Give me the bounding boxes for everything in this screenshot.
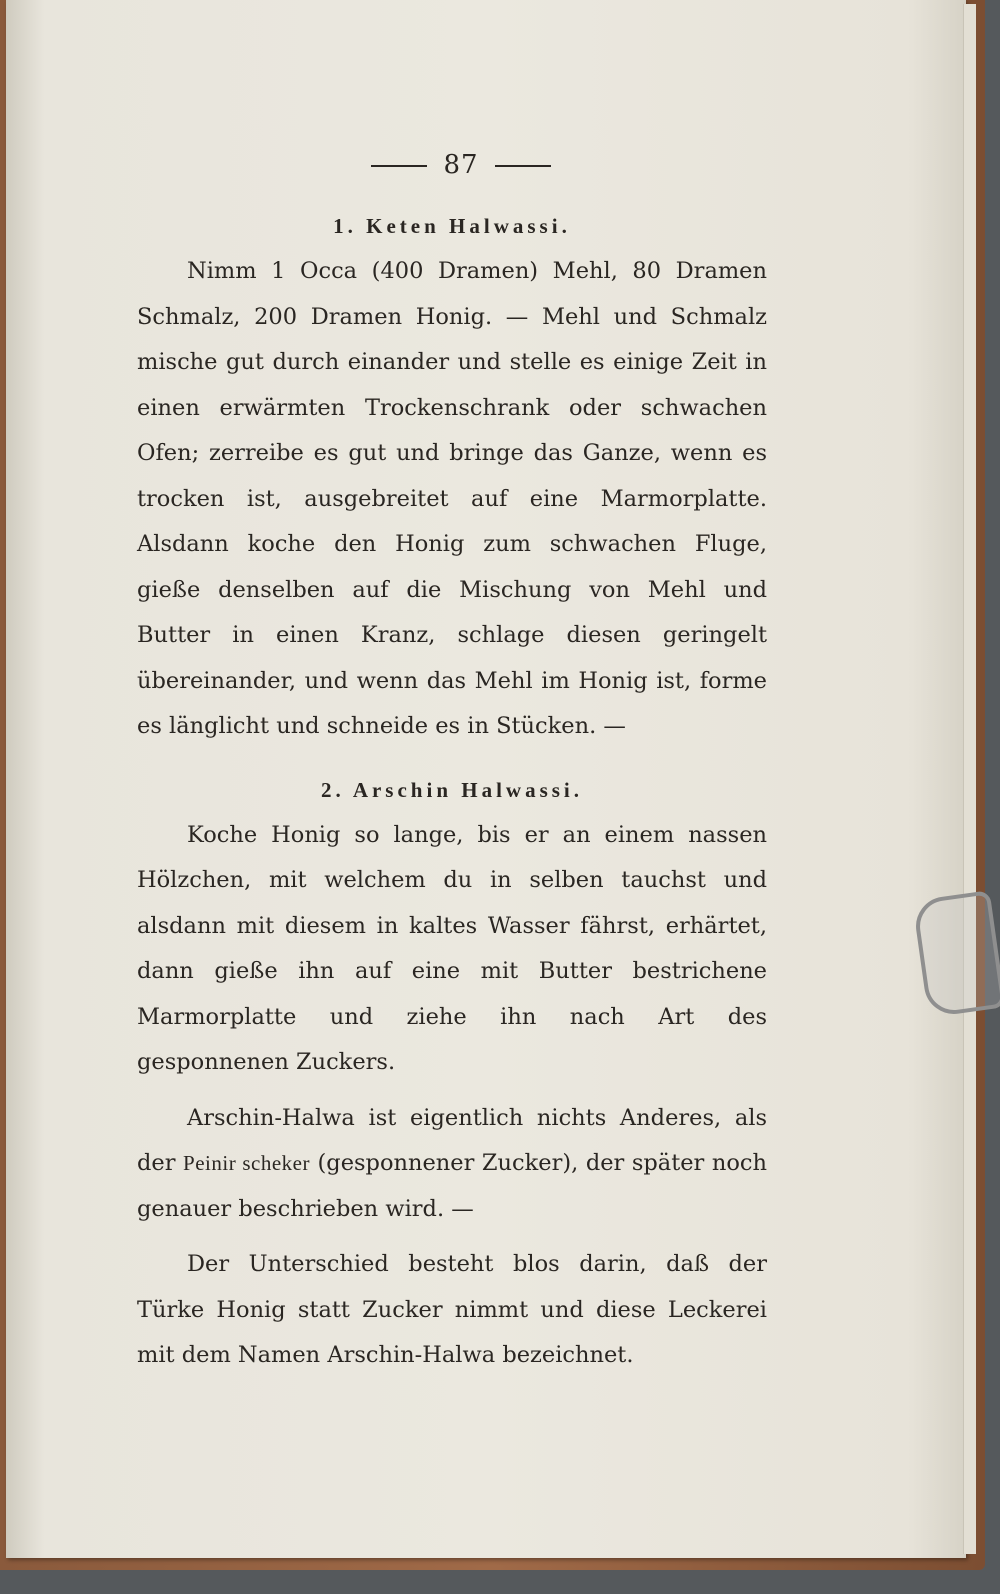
p2-after: (gesponnener Zucker), der später noch genauer beschrieben wird. — bbox=[137, 1150, 767, 1222]
p2-term: Peinir scheker bbox=[183, 1151, 310, 1175]
recipe-1-paragraph: Nimm 1 Occa (400 Dramen) Mehl, 80 Dramen Schmalz, 200 Dramen Honig. — Mehl und Schmalz mische gut durch einander und stelle es einige Zeit in einen erwärmten Trockenschrank oder schwachen Ofen; zerreibe es gut und bringe das Ganze, wenn es trocken ist, ausgebreitet auf eine Marmorplatte. Alsdann koche den Honig zum schwachen Fluge, gieße denselben auf die Mischung von Mehl und Butter in einen Kranz, schlage diesen geringelt übereinander, und wenn das Mehl im Honig ist, forme es länglicht und schneide es in Stücken. — bbox=[137, 258, 767, 739]
folio-rule-right bbox=[495, 165, 551, 167]
recipe-2-paragraph-2 bbox=[137, 1096, 767, 1233]
page-number bbox=[155, 150, 767, 180]
page-text bbox=[137, 150, 767, 1379]
folio-rule-left bbox=[371, 165, 427, 167]
page-edge bbox=[963, 4, 976, 1554]
page-number-value: 87 bbox=[443, 150, 479, 180]
recipe-2-paragraph-3: Der Unterschied besteht blos darin, daß der Türke Honig statt Zucker nimmt und diese Leckerei mit dem Namen Arschin-Halwa bezeichnet. bbox=[137, 1251, 767, 1368]
recipe-2-paragraph-1: Koche Honig so lange, bis er an einem nassen Hölzchen, mit welchem du in selben tauchst und alsdann mit diesem in kaltes Wasser fährst, erhärtet, dann gieße ihn auf eine mit Butter bestrichene Marmorplatte und ziehe ihn nach Art des gesponnenen Zuckers. bbox=[137, 821, 767, 1075]
recipe-heading-2: 2. Arschin Halwassi. bbox=[320, 777, 584, 802]
recipe-heading-1: 1. Keten Halwassi. bbox=[333, 214, 571, 238]
p2-before: Arschin-Halwa ist eigentlich nichts Anderes, als der bbox=[137, 1104, 767, 1176]
